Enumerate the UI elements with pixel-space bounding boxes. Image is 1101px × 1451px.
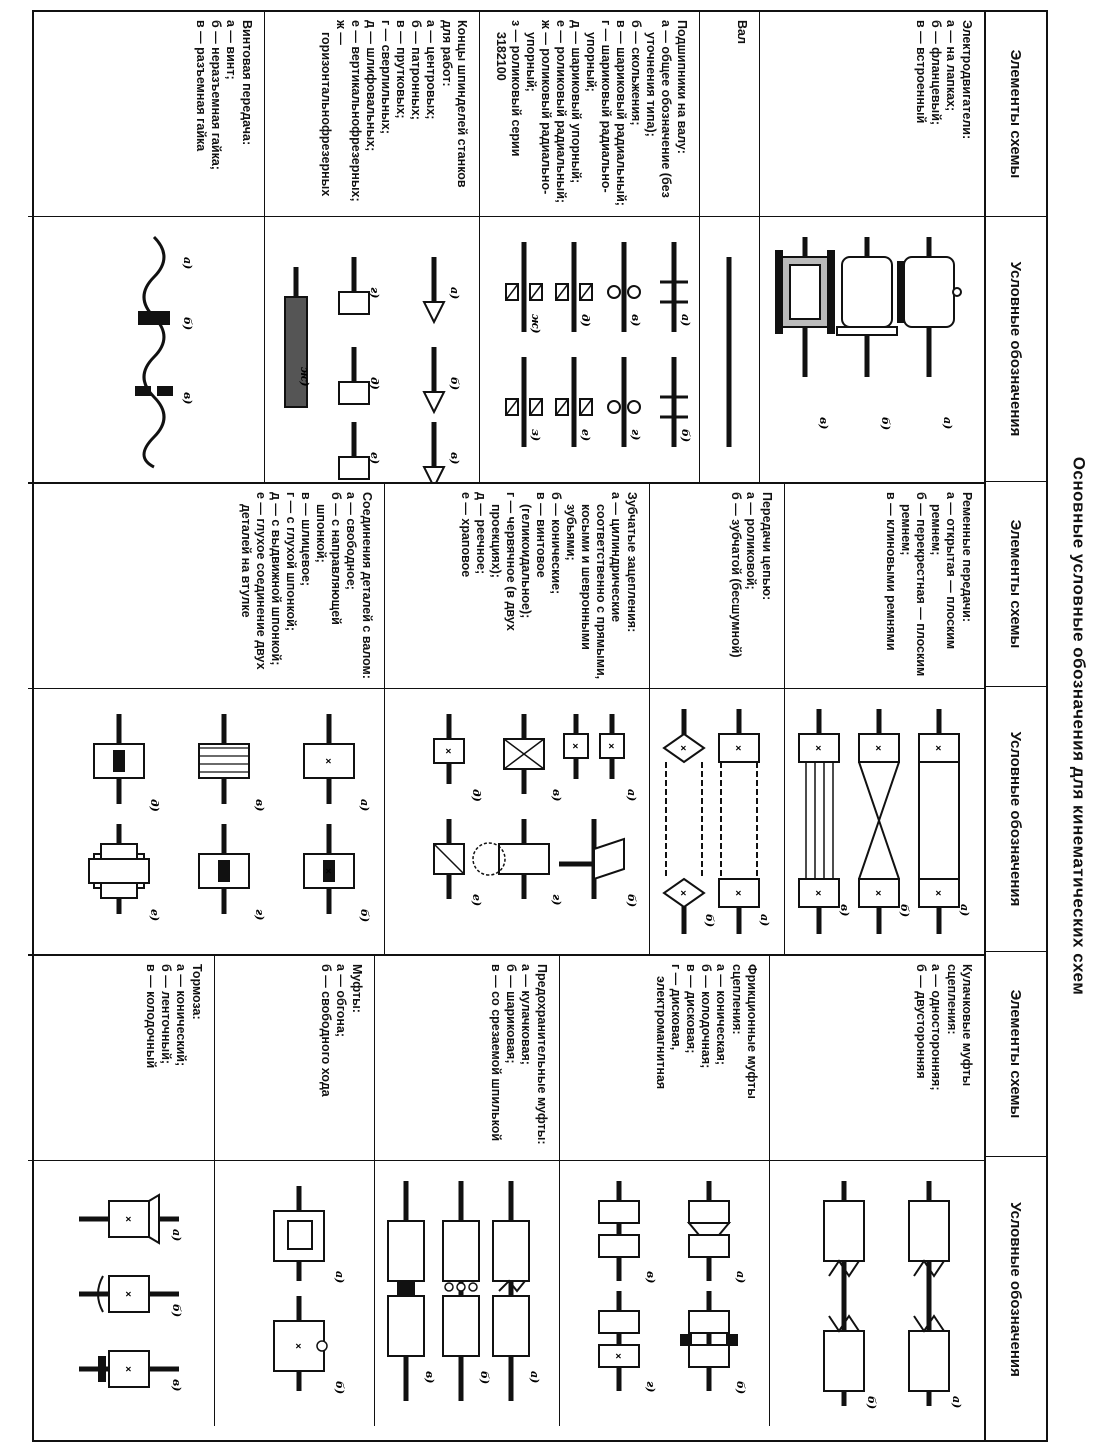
- element-title: Фрикционные муфты сцепления:: [730, 964, 759, 1099]
- belt-symbol: [799, 709, 851, 934]
- header-elements: Элементы схемы: [986, 12, 1046, 217]
- table-row: [384, 484, 649, 954]
- symbol-drawing: [760, 217, 984, 482]
- svg-text:×: ×: [569, 743, 580, 749]
- belt-symbol: [919, 709, 971, 934]
- symbol-label: е): [148, 909, 161, 922]
- shaft-joint-symbol: [199, 714, 266, 811]
- symbol-label: а): [679, 314, 692, 327]
- svg-text:×: ×: [122, 1291, 133, 1297]
- element-description: [560, 956, 769, 1161]
- symbol-label: е): [470, 894, 483, 907]
- svg-text:×: ×: [932, 745, 943, 751]
- symbol-label: д): [368, 377, 381, 390]
- element-variant: в — со срезаемой шпилькой: [489, 964, 503, 1142]
- symbol-label: а): [448, 287, 461, 300]
- symbol-drawing: [480, 217, 699, 482]
- symbol-label: д): [470, 789, 483, 802]
- overrun-clutch-symbol: [274, 1296, 346, 1394]
- symbol-label: б): [898, 904, 911, 918]
- svg-text:×: ×: [812, 745, 823, 751]
- symbol-label: в): [423, 1371, 436, 1384]
- symbol-drawing: [28, 689, 384, 954]
- element-variant: д — с выдвижной шпонкой;: [269, 492, 283, 666]
- element-variant: а — открытая — плоским ремнем;: [929, 492, 958, 650]
- safety-clutch-symbol: [493, 1181, 541, 1401]
- header-elements: Элементы схемы: [986, 952, 1046, 1157]
- element-variant: а — на лапках;: [944, 20, 958, 112]
- symbol-label: б): [448, 377, 461, 391]
- symbol-label: а): [528, 1371, 541, 1384]
- symbol-label: в): [644, 1271, 657, 1284]
- screw-symbol: [136, 237, 194, 467]
- element-variant: в — шариковый радиальный;: [614, 20, 628, 206]
- element-description: [650, 484, 784, 689]
- symbol-label: в): [448, 452, 461, 465]
- symbol-drawing: [560, 1161, 769, 1426]
- shaft-joint-symbol: [199, 824, 266, 920]
- symbol-label: ж): [529, 314, 542, 334]
- table-column-group: [28, 12, 984, 484]
- symbol-label: а): [358, 799, 371, 812]
- symbol-cell: [375, 1161, 559, 1426]
- symbol-label: б): [170, 1304, 183, 1318]
- svg-text:×: ×: [872, 745, 883, 751]
- table-row: [784, 484, 984, 954]
- element-variant: а — кулачковая;: [519, 964, 533, 1065]
- element-title: Муфты:: [350, 964, 364, 1013]
- element-description: [28, 484, 384, 689]
- element-description: [770, 956, 984, 1161]
- element-description: [375, 956, 559, 1161]
- symbol-label: б): [358, 909, 371, 923]
- element-variant: б — патронных;: [409, 20, 423, 120]
- bearing-symbol: [506, 357, 542, 447]
- svg-text:×: ×: [932, 890, 943, 896]
- element-variant: б — неразъемная гайка;: [209, 20, 223, 170]
- element-variant: б — скольжения;: [629, 20, 643, 126]
- bearing-symbol: [660, 357, 692, 447]
- element-title: Зубчатые зацепления:: [625, 492, 639, 633]
- svg-text:×: ×: [122, 1366, 133, 1372]
- symbol-cell: [265, 217, 479, 482]
- brake-symbol: [79, 1195, 183, 1243]
- symbol-label: а): [941, 417, 954, 430]
- symbol-cell: [28, 217, 264, 482]
- spindle-symbols: [285, 257, 461, 482]
- element-variant: б — конические;: [549, 492, 563, 595]
- header-symbols: Условные обозначения: [986, 687, 1046, 952]
- element-variant: е — глухое соединение двух деталей на втулке: [239, 492, 268, 670]
- symbols-table: [32, 10, 1048, 1442]
- symbol-label: в): [181, 392, 194, 405]
- element-title: Кулачковые муфты сцепления:: [945, 964, 974, 1087]
- shaft-joint-symbol: [304, 824, 371, 922]
- table-header: [984, 12, 1046, 1440]
- element-description: [760, 12, 984, 217]
- element-title: Концы шпинделей станков для работ:: [440, 20, 469, 188]
- symbol-label: б): [478, 1371, 491, 1385]
- gear-symbol: [564, 714, 638, 801]
- table-row: [28, 12, 264, 482]
- element-variant: е — храповое: [459, 492, 473, 578]
- element-variant: б — перекрестная — плоским ремнем;: [899, 492, 928, 677]
- shaft-joint-symbol: [304, 714, 371, 811]
- symbol-label: г): [644, 1381, 657, 1393]
- symbol-label: б): [625, 894, 638, 908]
- symbol-label: г): [629, 429, 642, 441]
- element-variant: в — шлицевое;: [299, 492, 313, 587]
- table-frame: [28, 0, 1052, 1451]
- element-variant: а — обгона;: [334, 964, 348, 1038]
- svg-text:×: ×: [732, 745, 743, 751]
- element-title: Подшипники на валу:: [675, 20, 689, 154]
- svg-text:×: ×: [812, 890, 823, 896]
- cam-clutch-symbol: [824, 1181, 878, 1409]
- table-row: [759, 12, 984, 482]
- element-variant: а — коническая;: [714, 964, 728, 1066]
- symbol-label: в): [550, 789, 563, 802]
- symbol-drawing: [215, 1161, 374, 1426]
- element-variant: в — колодочный: [144, 964, 158, 1069]
- symbol-label: г): [253, 909, 266, 921]
- element-variant: г — сверлильных;: [379, 20, 393, 134]
- symbol-label: б): [333, 1381, 346, 1395]
- element-variant: д — реечное;: [474, 492, 488, 575]
- element-variant: г — с глухой шпонкой;: [284, 492, 298, 632]
- element-variant: в — прутковых;: [394, 20, 408, 119]
- element-variant: а — односторонняя;: [929, 964, 943, 1091]
- element-title: Вал: [735, 20, 749, 44]
- symbol-cell: [28, 1161, 214, 1426]
- element-variant: в — клиновыми ремнями: [884, 492, 898, 651]
- symbol-label: в): [838, 904, 851, 917]
- symbol-label: б): [734, 1381, 747, 1395]
- table-row: [264, 12, 479, 482]
- gear-symbol: [473, 819, 563, 905]
- symbol-cell: [28, 689, 384, 954]
- element-variant: д — шлифовальных;: [364, 20, 378, 152]
- svg-text:×: ×: [605, 743, 616, 749]
- symbol-label: в): [817, 417, 830, 430]
- element-variant: а — центровых;: [424, 20, 438, 120]
- table-row: [559, 956, 769, 1426]
- symbol-cell: [385, 689, 649, 954]
- symbol-cell: [560, 1161, 769, 1426]
- element-title: Тормоза:: [190, 964, 204, 1020]
- symbol-cell: [700, 217, 759, 482]
- safety-clutch-symbol: [388, 1181, 436, 1401]
- gear-symbol: [434, 714, 483, 802]
- symbol-cell: [480, 217, 699, 482]
- symbol-label: в): [253, 799, 266, 812]
- overrun-clutch-symbol: [274, 1186, 346, 1283]
- gear-symbol: [504, 714, 563, 801]
- symbol-label: з): [529, 429, 542, 442]
- svg-text:×: ×: [322, 868, 333, 874]
- element-variant: ж — горизонтальнофрезерных: [319, 20, 348, 197]
- symbol-label: е): [368, 452, 381, 465]
- header-symbols: Условные обозначения: [1007, 1202, 1025, 1377]
- friction-clutch-symbol: [689, 1181, 747, 1283]
- symbol-label: д): [579, 314, 592, 327]
- symbol-label: а): [734, 1271, 747, 1284]
- svg-text:×: ×: [442, 748, 453, 754]
- bearing-symbol: [556, 357, 592, 447]
- element-variant: б — шариковая;: [504, 964, 518, 1064]
- symbol-cell: [650, 689, 784, 954]
- symbol-label: а): [181, 257, 194, 270]
- element-variant: б — колодочная;: [699, 964, 713, 1069]
- element-title: Передачи цепью:: [760, 492, 774, 601]
- table-body: [28, 12, 984, 1440]
- safety-clutch-symbol: [443, 1181, 491, 1401]
- symbol-drawing: [265, 217, 479, 482]
- element-description: [385, 484, 649, 689]
- table-row: [649, 484, 784, 954]
- bearing-symbol: [608, 242, 642, 332]
- symbol-label: е): [579, 429, 592, 442]
- element-description: [215, 956, 374, 1161]
- element-description: [28, 956, 214, 1161]
- element-variant: в — винтовое (геликоидальное);: [519, 492, 548, 619]
- element-variant: д — шариковый упорный;: [569, 20, 583, 184]
- element-description: [265, 12, 479, 217]
- svg-text:×: ×: [732, 890, 743, 896]
- symbol-drawing: [28, 217, 264, 482]
- brake-symbol: [79, 1276, 183, 1317]
- table-row: [214, 956, 374, 1426]
- symbol-label: д): [148, 799, 161, 812]
- shaft-joint-symbol: [94, 714, 161, 812]
- symbol-label: в): [170, 1379, 183, 1392]
- element-title: Предохранительные муфты:: [535, 964, 549, 1145]
- symbol-label: а): [333, 1271, 346, 1284]
- motor-symbol: [837, 237, 897, 430]
- symbol-label: в): [629, 314, 642, 327]
- rotated-table-area: [28, 0, 1052, 1451]
- symbol-label: а): [170, 1229, 183, 1242]
- element-variant: в — встроенный: [914, 20, 928, 124]
- symbol-label: ж): [298, 367, 311, 387]
- svg-text:×: ×: [612, 1353, 623, 1359]
- svg-text:×: ×: [872, 890, 883, 896]
- symbol-drawing: [700, 217, 759, 482]
- svg-text:×: ×: [677, 890, 688, 896]
- element-variant: е — роликовый радиальный;: [554, 20, 568, 204]
- brake-symbol: [79, 1351, 183, 1391]
- bearing-symbol: [506, 242, 542, 334]
- chain-symbol: [719, 709, 771, 934]
- chain-symbol: [664, 709, 716, 934]
- symbol-label: г): [368, 287, 381, 299]
- symbol-cell: [770, 1161, 984, 1426]
- element-variant: ж — роликовый радиально-упорный;: [524, 20, 553, 195]
- motor-symbol: [776, 237, 834, 429]
- table-row: [699, 12, 759, 482]
- gear-symbol: [559, 819, 638, 907]
- element-variant: б — зубчатой (бесшумной): [729, 492, 743, 658]
- symbol-drawing: [375, 1161, 559, 1426]
- table-row: [28, 484, 384, 954]
- element-variant: а — цилиндрические соответственно с прямыми, косыми и шевронными зубьями;: [564, 492, 623, 680]
- element-variant: а — роликовой;: [744, 492, 758, 590]
- element-title: Электродвигатели:: [960, 20, 974, 140]
- symbol-drawing: [28, 1161, 214, 1426]
- symbol-cell: [215, 1161, 374, 1426]
- table-column-group: [28, 956, 984, 1426]
- gear-symbol: [434, 819, 483, 906]
- symbol-label: г): [550, 894, 563, 906]
- element-variant: б — фланцевый;: [929, 20, 943, 126]
- cam-clutch-symbol: [909, 1181, 963, 1408]
- element-variant: б — с направляющей шпонкой;: [314, 492, 343, 625]
- symbol-label: б): [703, 914, 716, 928]
- element-title: Соединения деталей с валом:: [360, 492, 374, 679]
- element-variant: г — червячное (в двух проекциях);: [489, 492, 518, 631]
- symbol-label: б): [679, 429, 692, 443]
- element-variant: а — винт;: [224, 20, 238, 80]
- element-description: [28, 12, 264, 217]
- element-variant: а — общее обозначение (без уточнения типа);: [644, 20, 673, 198]
- element-variant: а — свободное;: [344, 492, 358, 590]
- shaft-joint-symbol: [89, 824, 161, 921]
- element-variant: г — шариковый радиально-упорный;: [584, 20, 613, 193]
- element-description: [785, 484, 984, 689]
- symbol-drawing: [770, 1161, 984, 1426]
- bearing-symbol: [660, 242, 692, 332]
- symbol-drawing: [650, 689, 784, 954]
- symbol-label: б): [865, 1396, 878, 1410]
- header-symbols: Условные обозначения: [986, 217, 1046, 482]
- symbol-drawing: [385, 689, 649, 954]
- table-row: [28, 956, 214, 1426]
- belt-symbol: [859, 709, 911, 934]
- bearing-symbol: [608, 357, 642, 447]
- header-elements: Элементы схемы: [986, 482, 1046, 687]
- element-variant: е — вертикальнофрезерных;: [349, 20, 363, 202]
- table-row: [479, 12, 699, 482]
- svg-text:×: ×: [292, 1343, 303, 1349]
- symbol-label: а): [758, 914, 771, 927]
- element-description: [480, 12, 699, 217]
- friction-clutch-symbol: [599, 1181, 657, 1283]
- element-title: Винтовая передача:: [240, 20, 254, 146]
- table-column-group: [28, 484, 984, 956]
- element-variant: б — ленточный;: [159, 964, 173, 1065]
- element-variant: з — роликовый серии 3182100: [494, 20, 523, 157]
- symbol-cell: [760, 217, 984, 482]
- svg-text:×: ×: [322, 758, 333, 764]
- svg-text:×: ×: [677, 745, 688, 751]
- page-title: [1058, 0, 1098, 1451]
- symbol-label: а): [958, 904, 971, 917]
- page-title-text: Основные условные обозначения для кинематических схем: [1069, 456, 1088, 995]
- friction-clutch-symbol: [599, 1291, 657, 1392]
- symbol-label: б): [181, 317, 194, 331]
- symbol-label: б): [879, 417, 892, 431]
- element-title: Ременные передачи:: [960, 492, 974, 622]
- element-variant: в — разъемная гайка: [194, 20, 208, 152]
- motor-symbol: [898, 237, 961, 429]
- symbol-label: а): [950, 1396, 963, 1409]
- element-description: [700, 12, 759, 217]
- element-variant: б — двусторонняя: [914, 964, 928, 1079]
- symbol-drawing: [785, 689, 984, 954]
- symbol-label: а): [625, 789, 638, 802]
- element-variant: а — конический;: [174, 964, 188, 1067]
- table-row: [374, 956, 559, 1426]
- bearing-symbol: [556, 242, 592, 332]
- element-variant: в — дисковая;: [684, 964, 698, 1054]
- friction-clutch-symbol: [681, 1291, 747, 1394]
- element-variant: б — свободного хода: [319, 964, 333, 1097]
- element-variant: г — дисковая, электромагнитная: [654, 964, 683, 1090]
- table-row: [769, 956, 984, 1426]
- symbol-cell: [785, 689, 984, 954]
- svg-text:×: ×: [122, 1216, 133, 1222]
